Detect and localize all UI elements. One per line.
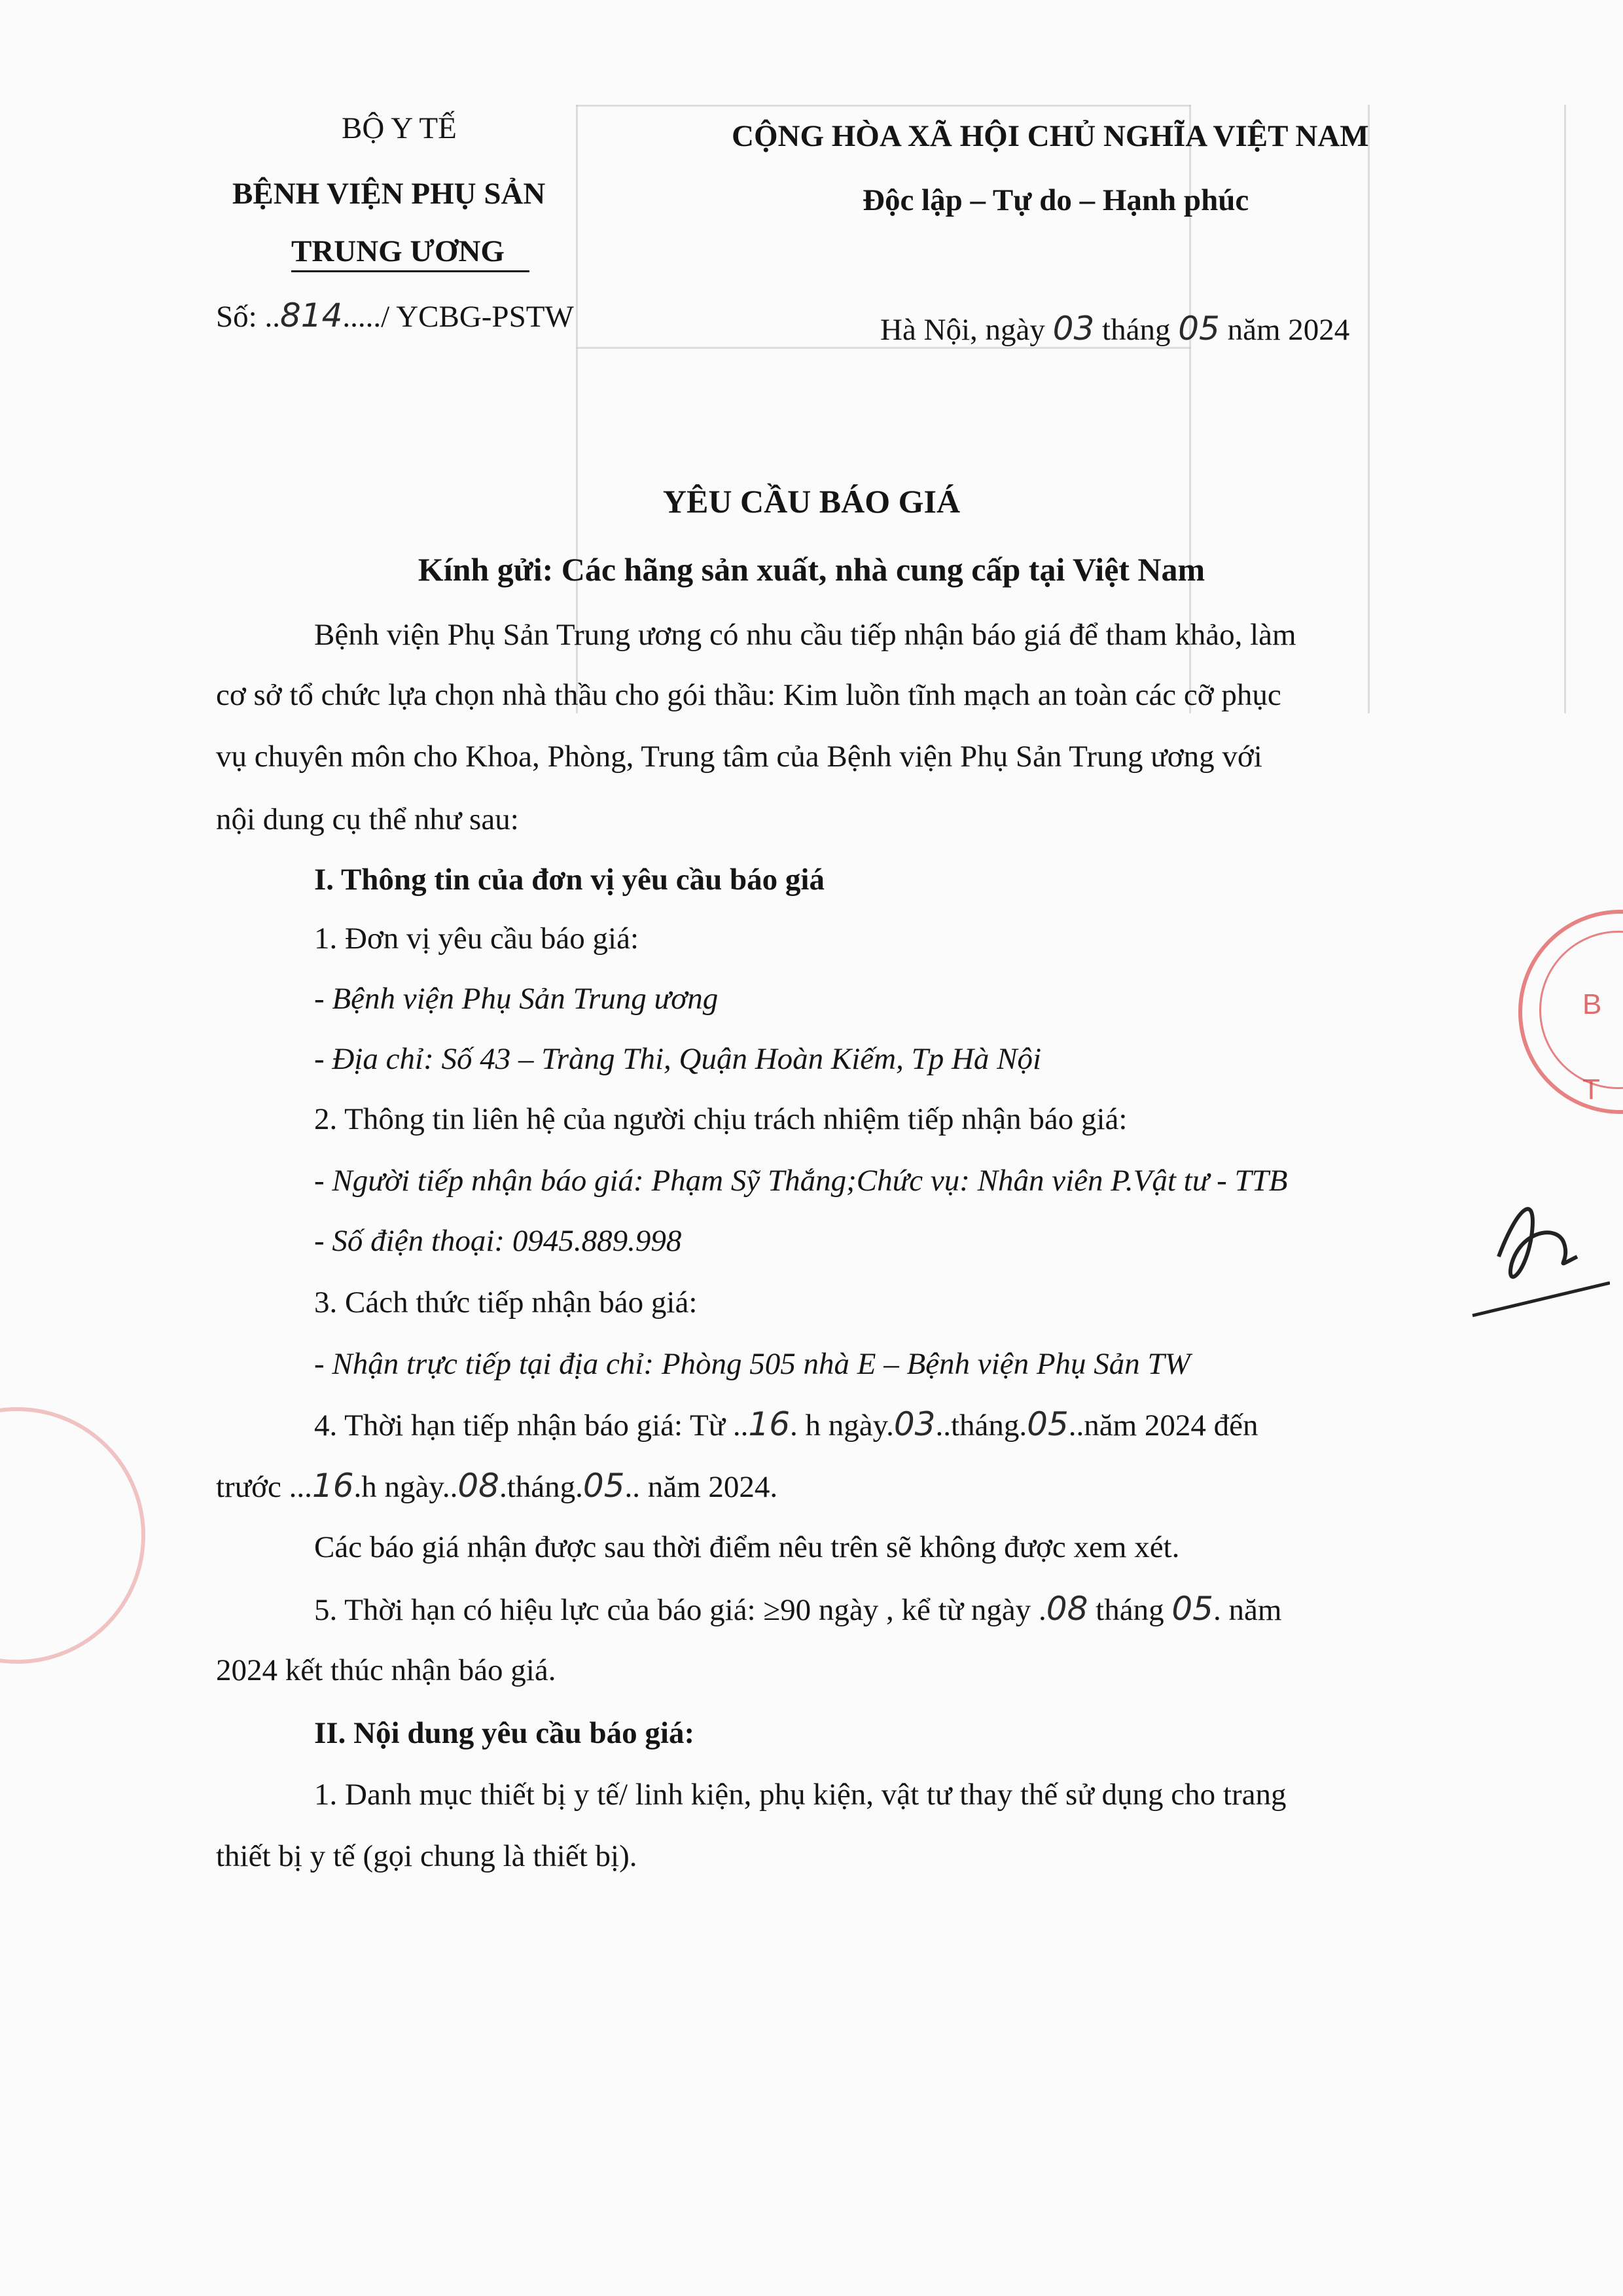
item5-day-handwritten: 08 (1046, 1590, 1088, 1628)
section2-heading: II. Nội dung yêu cầu báo giá: (314, 1716, 695, 1750)
section1-item2-label: 2. Thông tin liên hệ của người chịu trách nhiệm tiếp nhận báo giá: (314, 1102, 1128, 1136)
item4-text: .h ngày.. (353, 1470, 458, 1504)
date-month-handwritten: 05 (1178, 310, 1220, 348)
recipient-line: Kính gửi: Các hãng sản xuất, nhà cung cấp tại Việt Nam (418, 551, 1205, 588)
intro-line: nội dung cụ thể như sau: (216, 802, 519, 836)
intro-line: vụ chuyên môn cho Khoa, Phòng, Trung tâm của Bệnh viện Phụ Sản Trung ương với (216, 740, 1262, 774)
section1-item1-address: - Địa chỉ: Số 43 – Tràng Thi, Quận Hoàn Kiếm, Tp Hà Nội (314, 1042, 1042, 1076)
section1-item2-phone: - Số điện thoại: 0945.889.998 (314, 1224, 682, 1258)
section1-item1-name: - Bệnh viện Phụ Sản Trung ương (314, 982, 719, 1016)
country-name: CỘNG HÒA XÃ HỘI CHỦ NGHĨA VIỆT NAM (732, 119, 1369, 153)
section2-item1-line2: thiết bị y tế (gọi chung là thiết bị). (216, 1839, 637, 1873)
item4-text: . h ngày. (790, 1408, 894, 1443)
header-underline (291, 270, 529, 272)
hospital-name-line2: TRUNG ƯƠNG (291, 234, 505, 268)
date-suffix: năm 2024 (1227, 313, 1350, 347)
intro-line: Bệnh viện Phụ Sản Trung ương có nhu cầu tiếp nhận báo giá để tham khảo, làm (314, 618, 1296, 652)
section1-heading: I. Thông tin của đơn vị yêu cầu báo giá (314, 863, 825, 897)
section1-item5-line1 (314, 1589, 1281, 1630)
item4-month-handwritten: 05 (582, 1467, 625, 1505)
stamp-right-letter: B (1582, 988, 1602, 1020)
item4-day-handwritten: 08 (457, 1467, 499, 1505)
bleed-through-line (1368, 105, 1370, 713)
item4-day-handwritten: 03 (893, 1405, 936, 1443)
intro-line: cơ sở tổ chức lựa chọn nhà thầu cho gói thầu: Kim luồn tĩnh mạch an toàn các cỡ phục (216, 678, 1281, 712)
item4-text: ..tháng. (935, 1408, 1027, 1443)
item4-hour-handwritten: 16 (312, 1467, 354, 1505)
section1-item4-line2 (216, 1466, 777, 1507)
item5-text: 5. Thời hạn có hiệu lực của báo giá: ≥90 ngày , kể từ ngày . (314, 1593, 1046, 1627)
section1-item3-label: 3. Cách thức tiếp nhận báo giá: (314, 1285, 698, 1319)
section2-item1-line1: 1. Danh mục thiết bị y tế/ linh kiện, phụ kiện, vật tư thay thế sử dụng cho trang (314, 1778, 1287, 1812)
item5-text: . năm (1213, 1593, 1282, 1627)
date-month-label: tháng (1102, 313, 1171, 347)
item4-text: ..năm 2024 đến (1068, 1408, 1258, 1443)
item4-hour-handwritten: 16 (748, 1405, 791, 1443)
stamp-left (0, 1407, 145, 1664)
item5-text: tháng (1088, 1593, 1172, 1627)
section1-item5-line2: 2024 kết thúc nhận báo giá. (216, 1653, 556, 1687)
section1-item2-person: - Người tiếp nhận báo giá: Phạm Sỹ Thắng;Chức vụ: Nhân viên P.Vật tư - TTB (314, 1164, 1288, 1198)
signature (1459, 1165, 1610, 1335)
section1-item3-method: - Nhận trực tiếp tại địa chỉ: Phòng 505 nhà E – Bệnh viện Phụ Sản TW (314, 1347, 1190, 1381)
item4-text: .. năm 2024. (624, 1470, 778, 1504)
bleed-through-line (1564, 105, 1566, 713)
ministry-name: BỘ Y TẾ (342, 111, 457, 145)
bleed-through-line (576, 105, 1191, 107)
item4-text: 4. Thời hạn tiếp nhận báo giá: Từ .. (314, 1408, 749, 1443)
item4-text: trước ... (216, 1470, 312, 1504)
number-handwritten: 814 (279, 296, 343, 334)
document-title: YÊU CẦU BÁO GIÁ (662, 483, 961, 520)
item4-text: .tháng. (499, 1470, 583, 1504)
section1-item4-note: Các báo giá nhận được sau thời điểm nêu trên sẽ không được xem xét. (314, 1530, 1180, 1564)
national-motto: Độc lập – Tự do – Hạnh phúc (863, 183, 1249, 217)
document-date (880, 309, 1349, 350)
section1-item4-line1 (314, 1405, 1258, 1445)
number-prefix: Số: .. (216, 300, 280, 334)
section1-item1-label: 1. Đơn vị yêu cầu báo giá: (314, 922, 639, 956)
number-suffix: ...../ YCBG-PSTW (342, 300, 574, 334)
item5-month-handwritten: 05 (1171, 1590, 1213, 1628)
stamp-right-letter: T (1582, 1073, 1600, 1105)
document-number (216, 296, 574, 336)
hospital-name-line1: BỆNH VIỆN PHỤ SẢN (232, 177, 546, 211)
date-day-handwritten: 03 (1052, 310, 1095, 348)
date-prefix: Hà Nội, ngày (880, 313, 1045, 347)
item4-month-handwritten: 05 (1027, 1405, 1069, 1443)
